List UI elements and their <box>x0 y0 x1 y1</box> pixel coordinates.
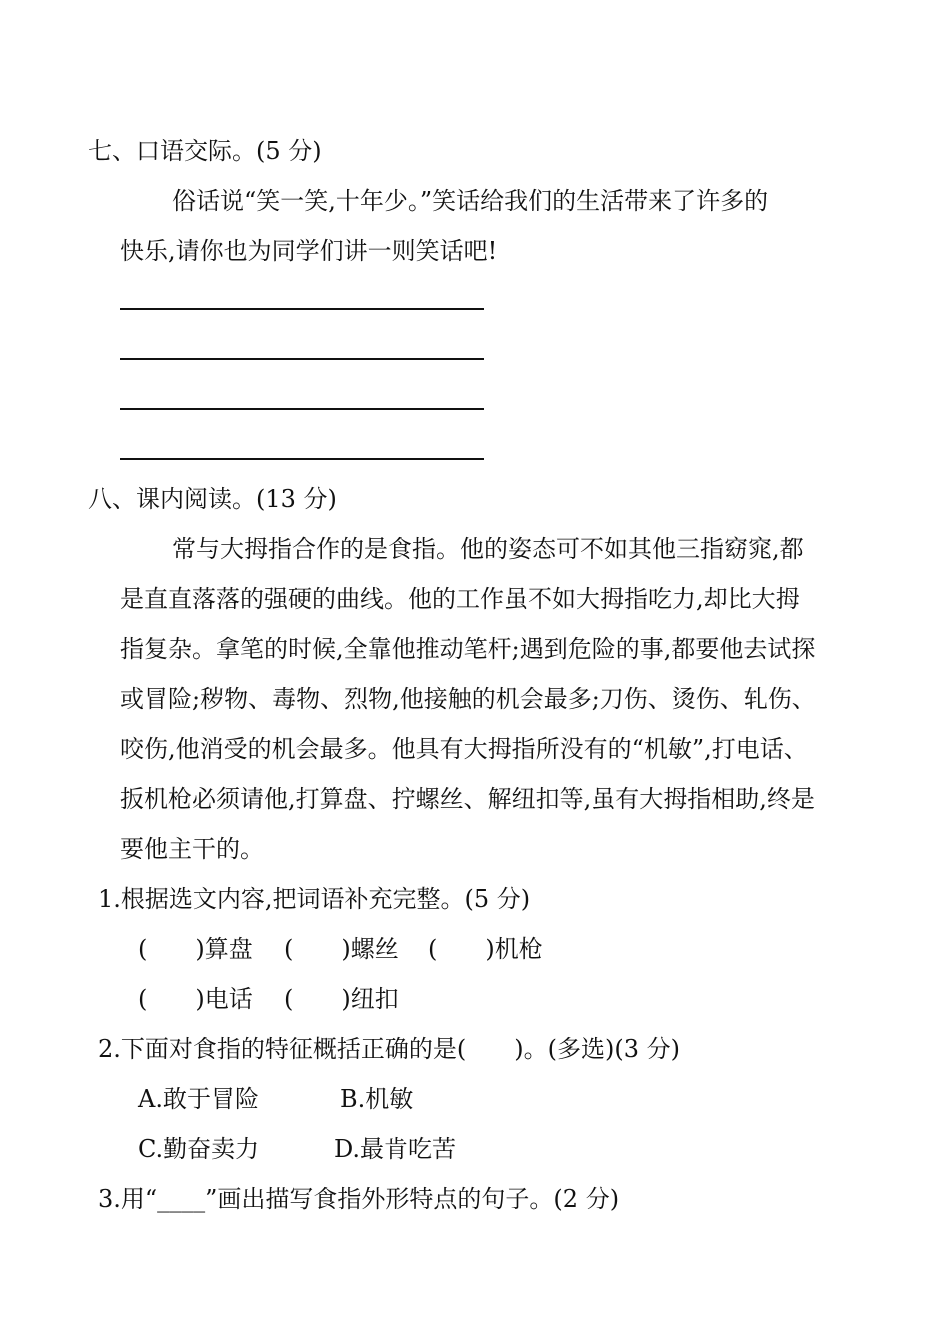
answer-line-2[interactable] <box>120 358 484 360</box>
passage-line: 指复杂。拿笔的时候,全靠他推动笔杆;遇到危险的事,都要他去试探 <box>120 635 816 663</box>
q2-option-b[interactable]: B.机敏 <box>340 1085 414 1113</box>
fill-blank-dianhua[interactable]: ( )电话 <box>138 985 253 1013</box>
q2-option-d[interactable]: D.最肯吃苦 <box>334 1135 457 1163</box>
section7-text-line1: 俗话说“笑一笑,十年少。”笑话给我们的生活带来了许多的 <box>172 187 769 215</box>
q3-prompt: 3.用“____”画出描写食指外形特点的句子。(2 分) <box>98 1185 620 1213</box>
passage-line: 要他主干的。 <box>120 835 264 863</box>
q2-prompt: 2.下面对食指的特征概括正确的是( )。(多选)(3 分) <box>98 1035 680 1063</box>
passage-line: 常与大拇指合作的是食指。他的姿态可不如其他三指窈窕,都 <box>172 535 804 563</box>
section8-heading: 八、课内阅读。(13 分) <box>88 485 337 513</box>
section7-heading: 七、口语交际。(5 分) <box>88 137 322 165</box>
passage-line: 咬伤,他消受的机会最多。他具有大拇指所没有的“机敏”,打电话、 <box>120 735 808 763</box>
fill-blank-luosi[interactable]: ( )螺丝 <box>284 935 399 963</box>
passage-line: 扳机枪必须请他,打算盘、拧螺丝、解纽扣等,虽有大拇指相助,终是 <box>120 785 815 813</box>
answer-line-1[interactable] <box>120 308 484 310</box>
fill-blank-jiqiang[interactable]: ( )机枪 <box>428 935 543 963</box>
q2-option-a[interactable]: A.敢于冒险 <box>138 1085 259 1113</box>
answer-line-3[interactable] <box>120 408 484 410</box>
fill-blank-suanpan[interactable]: ( )算盘 <box>138 935 253 963</box>
passage-line: 或冒险;秽物、毒物、烈物,他接触的机会最多;刀伤、烫伤、轧伤、 <box>120 685 816 713</box>
section7-text-line2: 快乐,请你也为同学们讲一则笑话吧! <box>120 237 498 265</box>
q1-prompt: 1.根据选文内容,把词语补充完整。(5 分) <box>98 885 531 913</box>
fill-blank-niukou[interactable]: ( )纽扣 <box>284 985 399 1013</box>
q1-blank-row-1 <box>138 934 543 964</box>
answer-line-4[interactable] <box>120 458 484 460</box>
q2-option-c[interactable]: C.勤奋卖力 <box>138 1135 260 1163</box>
passage-line: 是直直落落的强硬的曲线。他的工作虽不如大拇指吃力,却比大拇 <box>120 585 800 613</box>
q1-blank-row-2 <box>138 984 399 1014</box>
